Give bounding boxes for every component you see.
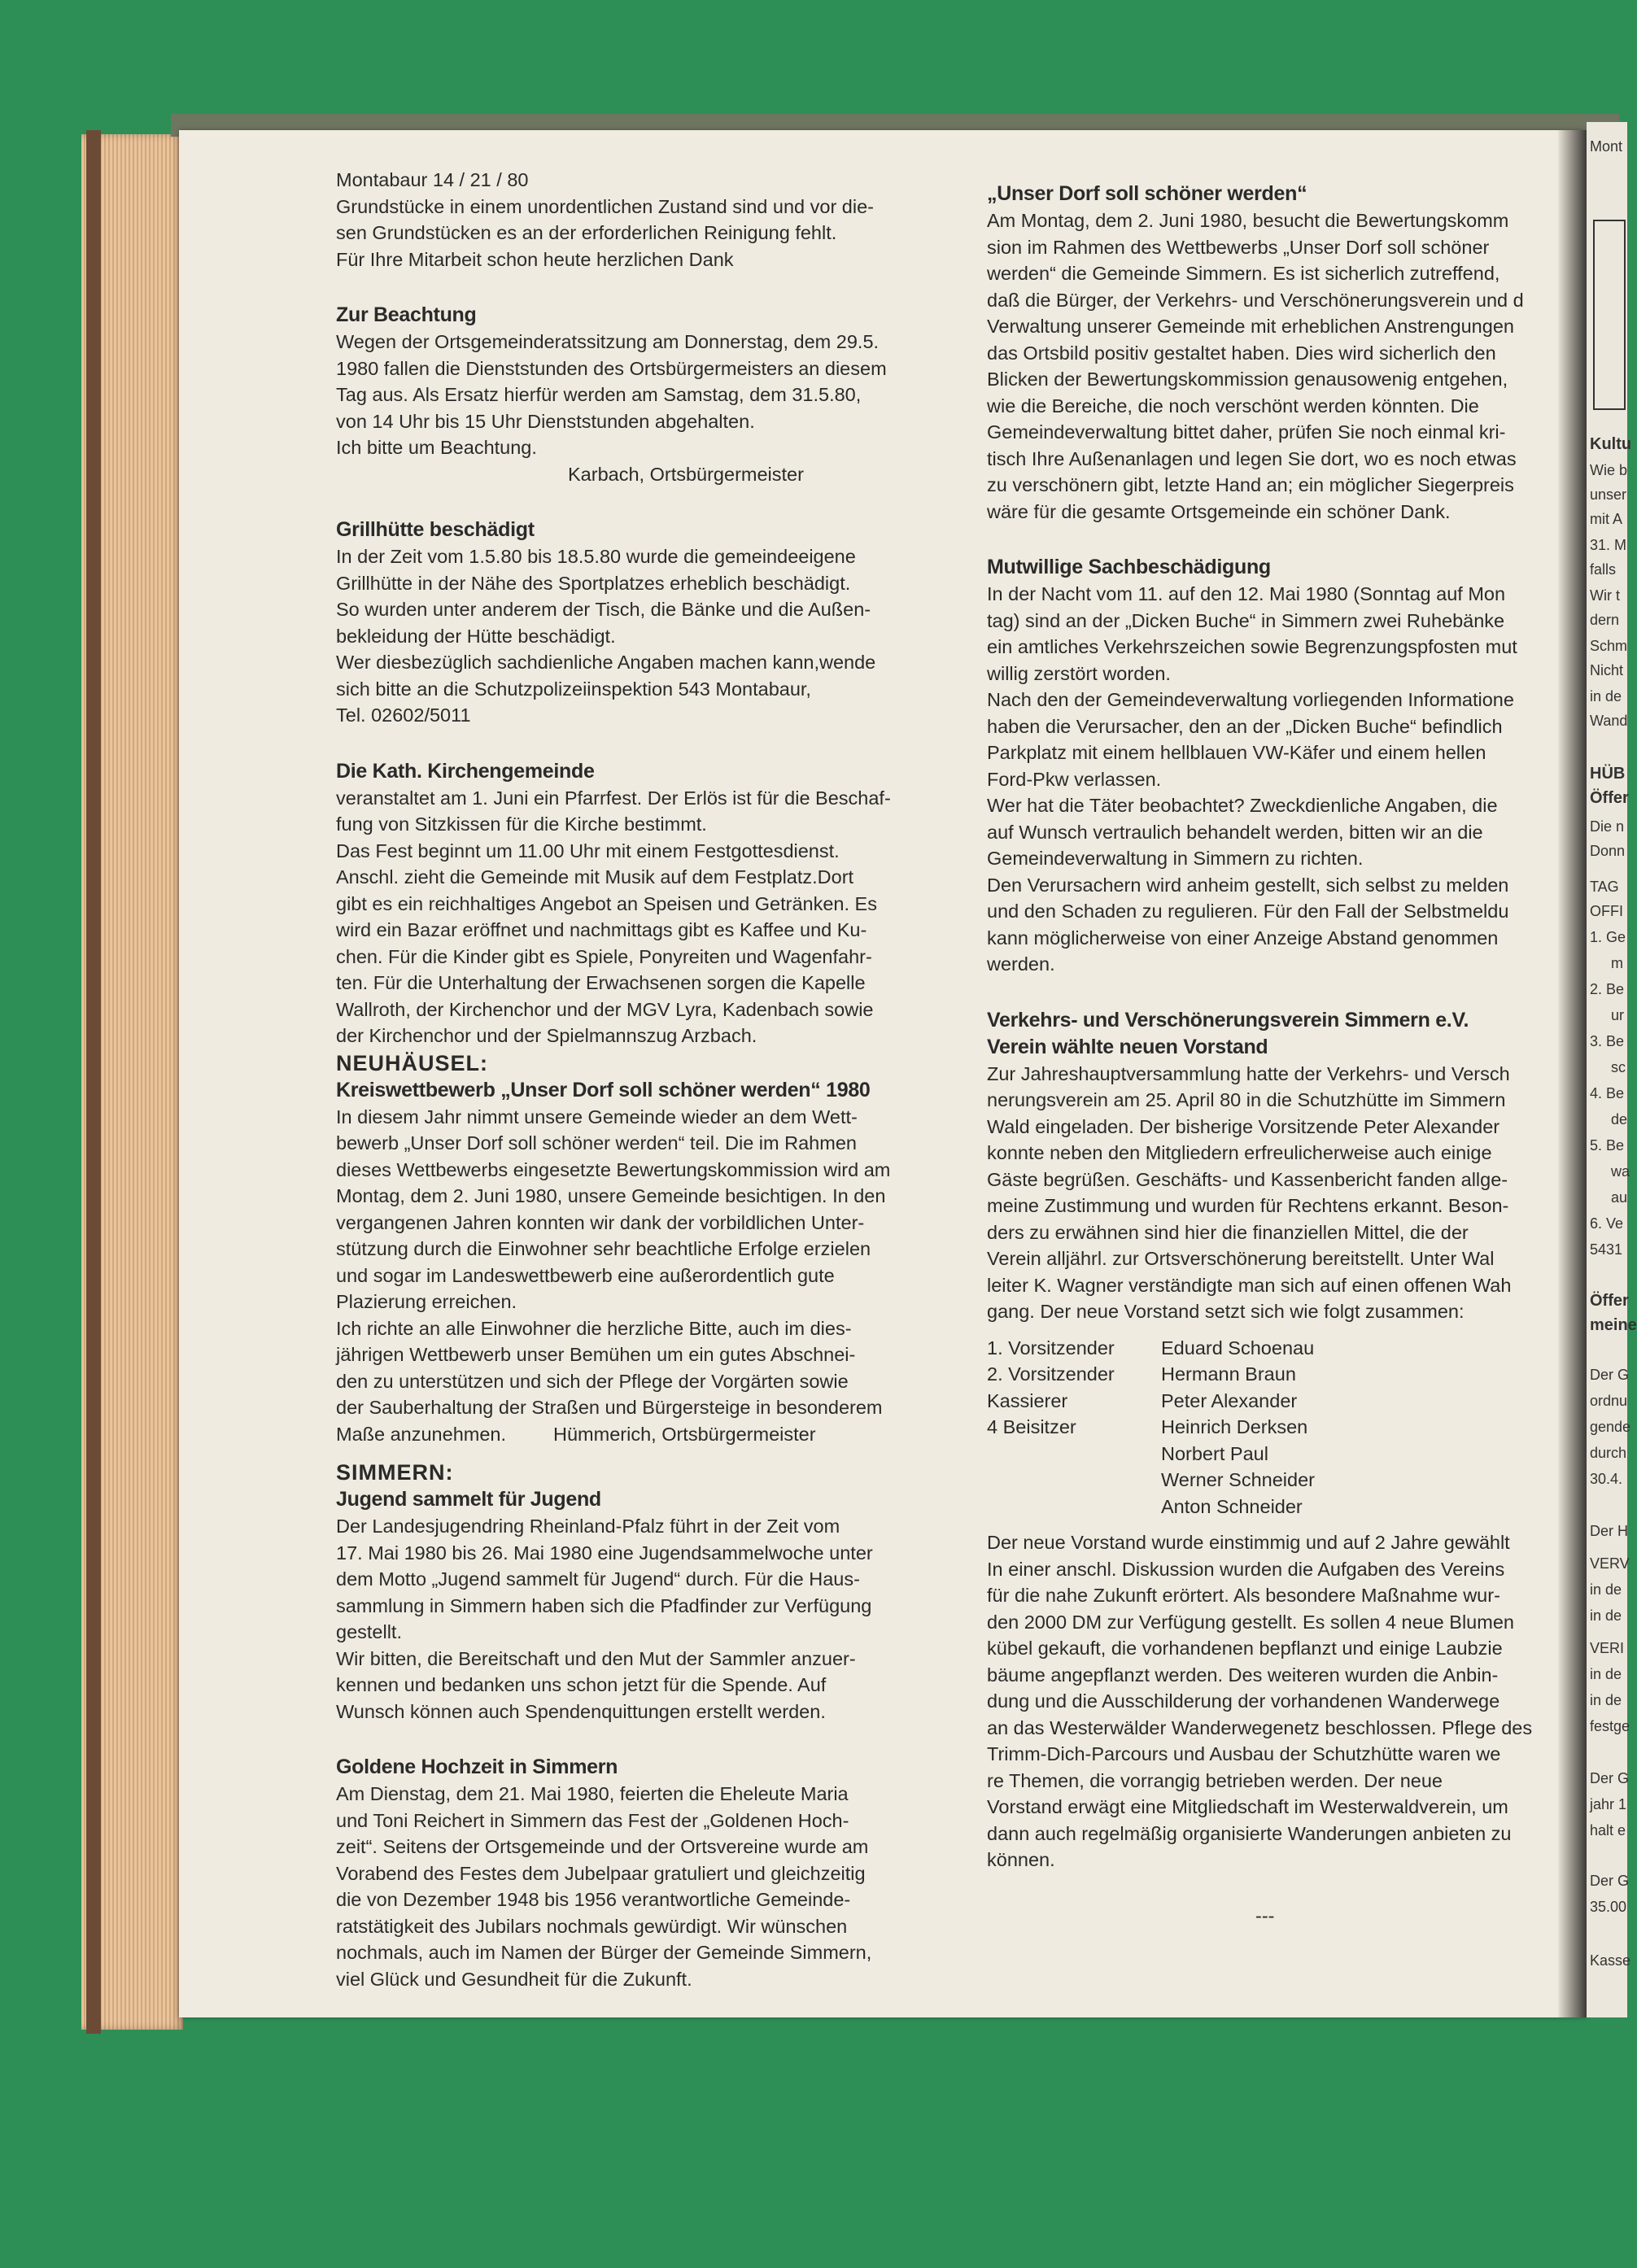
text-line: re Themen, die vorrangig betrieben werden. Der neue [987,1769,1443,1791]
text-line: Am Montag, dem 2. Juni 1980, besucht die Bewertungskomm [987,210,1509,231]
text-line: Ich richte an alle Einwohner die herzliche Bitte, auch im dies- [336,1317,852,1339]
np-fragment: in de [1590,1607,1622,1624]
section-subtitle: Verein wählte neuen Vorstand [987,1035,1268,1058]
text-line: dann auch regelmäßig organisierte Wanderungen anbieten zu [987,1822,1512,1844]
text-line: tag) sind an der „Dicken Buche“ in Simmern zwei Ruhebänke [987,609,1505,631]
np-fragment: 5431 [1590,1241,1623,1258]
text-line: In diesem Jahr nimmt unsere Gemeinde wieder an dem Wett- [336,1106,858,1127]
text-line: vergangenen Jahren konnten wir dank der vorbildlichen Unter- [336,1211,865,1233]
text-line: Gäste begrüßen. Geschäfts- und Kassenbericht fanden allge- [987,1168,1508,1190]
text-line: sammlung in Simmern haben sich die Pfadfinder zur Verfügung [336,1594,872,1616]
board-name: Norbert Paul [1161,1442,1268,1464]
board-row [987,1335,1315,1362]
text-line: Trimm-Dich-Parcours und Ausbau der Schutzhütte waren we [987,1743,1501,1764]
np-fragment: 31. M [1590,537,1627,553]
np-fragment: au [1611,1189,1628,1206]
text-line: und sogar im Landeswettbewerb eine außerordentlich gute [336,1264,835,1286]
board-row [987,1414,1315,1441]
np-fragment: falls [1590,561,1617,578]
text-line: für die nahe Zukunft erörtert. Als besondere Maßnahme wur- [987,1585,1500,1606]
text-line: Wegen der Ortsgemeinderatssitzung am Donnerstag, dem 29.5. [336,331,880,352]
np-fragment: VERI [1590,1640,1625,1656]
text-line: werden. [987,953,1055,975]
text-line: stützung durch die Einwohner sehr beachtliche Erfolge erzielen [336,1238,871,1259]
text-line: Verwaltung unserer Gemeinde mit erheblichen Anstrengungen [987,316,1514,337]
place-heading: SIMMERN: [336,1460,454,1485]
text-line: haben die Verursacher, den an der „Dicken Buche“ befindlich [987,715,1503,737]
text-line: bewerb „Unser Dorf soll schöner werden“ teil. Die im Rahmen [336,1132,857,1154]
text-line: meine Zustimmung und wurden für Rechtens erkannt. Beson- [987,1195,1509,1216]
np-fragment: in de [1590,688,1622,704]
section-title: „Unser Dorf soll schöner werden“ [987,182,1307,205]
board-row [987,1361,1315,1388]
text-line: jährigen Wettbewerb unser Bemühen um ein gutes Abschnei- [336,1344,856,1365]
text-line: tisch Ihre Außenanlagen und legen Sie dort, wo es noch etwas [987,447,1517,469]
book-spine-shadow [86,130,101,2034]
text-line: der Kirchenchor und der Spielmannszug Arzbach. [336,1025,757,1046]
np-fragment: durch [1590,1445,1627,1461]
end-mark: --- [1255,1904,1275,1926]
board-name: Werner Schneider [1161,1469,1315,1490]
text-line: wäre für die gesamte Ortsgemeinde ein schöner Dank. [987,500,1451,522]
text-line: kübel gekauft, die vorhandenen bepflanzt und einige Laubzie [987,1638,1503,1659]
text-line: ten. Für die Unterhaltung der Erwachsenen sorgen die Kapelle [336,972,866,993]
text-line: dung und die Ausschilderung der vorhandenen Wanderwege [987,1690,1500,1712]
np-fragment: m [1611,955,1623,971]
text-line: Tel. 02602/5011 [336,704,471,726]
text-line: den 2000 DM zur Verfügung gestellt. Es sollen 4 neue Blumen [987,1611,1514,1633]
text-line: ratstätigkeit des Jubilars nochmals gewürdigt. Wir wünschen [336,1915,848,1937]
text-line: So wurden unter anderem der Tisch, die Bänke und die Außen- [336,599,871,620]
next-page-fragment [1587,122,1637,2017]
np-fragment: festge [1590,1718,1630,1734]
np-fragment: ur [1611,1007,1625,1023]
text-line: das Ortsbild positiv gestaltet haben. Dies wird sicherlich den [987,342,1496,364]
np-fragment: Schm [1590,638,1628,654]
np-fragment: HÜB [1590,765,1626,783]
text-line: sen Grundstücken es an der erforderlichen Reinigung fehlt. [336,222,837,243]
np-fragment: Öffer [1590,1292,1629,1310]
text-line: Für Ihre Mitarbeit schon heute herzlichen Dank [336,248,734,270]
text-line: werden“ die Gemeinde Simmern. Es ist sicherlich zutreffend, [987,263,1500,284]
np-fragment: Wir t [1590,587,1620,604]
np-fragment: sc [1611,1059,1626,1075]
np-fragment: in de [1590,1666,1622,1682]
text-line: In der Zeit vom 1.5.80 bis 18.5.80 wurde die gemeindeeigene [336,546,856,567]
section-title: Kreiswettbewerb „Unser Dorf soll schöner werden“ 1980 [336,1078,871,1101]
text-line: dieses Wettbewerbs eingesetzte Bewertungskommission wird am [336,1158,891,1180]
np-fragment: dern [1590,612,1620,628]
text-line: Verein alljährl. zur Ortsverschönerung bereitstellt. Unter Wal [987,1248,1495,1269]
np-fragment: mit A [1590,511,1623,527]
np-fragment: 2. Be [1590,981,1625,997]
section-title: Zur Beachtung [336,303,477,326]
np-fragment: de [1611,1111,1628,1127]
np-fragment: TAG [1590,879,1619,895]
text-line: Parkplatz mit einem hellblauen VW-Käfer und einem hellen [987,742,1486,763]
np-fragment: Öffer [1590,789,1629,807]
text-line: Ich bitte um Beachtung. [336,437,537,458]
text-line: Wald eingeladen. Der bisherige Vorsitzende Peter Alexander [987,1115,1500,1137]
np-fragment: Der H [1590,1523,1629,1539]
text-line: Wer diesbezüglich sachdienliche Angaben machen kann,wende [336,652,876,673]
text-line: veranstaltet am 1. Juni ein Pfarrfest. Der Erlös ist für die Beschaf- [336,787,891,809]
text-line: Plazierung erreichen. [336,1291,517,1312]
signature: Hümmerich, Ortsbürgermeister [553,1423,816,1445]
text-line: Vorstand erwägt eine Mitgliedschaft im Westerwaldverein, um [987,1796,1508,1817]
text-line: daß die Bürger, der Verkehrs- und Verschönerungsverein und d [987,289,1524,311]
text-line: 1980 fallen die Dienststunden des Ortsbürgermeisters an diesem [336,357,887,379]
np-fragment: Der G [1590,1770,1630,1786]
np-fragment: 1. Ge [1590,929,1626,945]
text-line: Blicken der Bewertungskommission genausowenig entgehen, [987,369,1508,390]
np-fragment: meine [1590,1316,1637,1334]
page-gutter [1558,130,1587,2017]
text-line: Grillhütte in der Nähe des Sportplatzes erheblich beschädigt. [336,572,851,594]
page-header: Montabaur 14 / 21 / 80 [336,169,529,190]
board-name: Hermann Braun [1161,1363,1296,1385]
board-row [987,1388,1315,1415]
text-line: willig zerstört worden. [987,662,1171,684]
np-fragment: gende [1590,1419,1631,1435]
np-fragment: jahr 1 [1590,1796,1627,1812]
text-line: Der neue Vorstand wurde einstimmig und auf 2 Jahre gewählt [987,1532,1510,1553]
text-line: Wir bitten, die Bereitschaft und den Mut der Sammler anzuer- [336,1647,856,1669]
board-role [987,1494,1161,1520]
text-line: wie die Bereiche, die noch verschönt werden könnten. Die [987,395,1479,417]
np-fragment: 3. Be [1590,1033,1625,1049]
text-line: können. [987,1849,1055,1870]
board-row [987,1467,1315,1494]
text-line: gestellt. [336,1621,402,1642]
section-title: Grillhütte beschädigt [336,518,535,541]
text-line: von 14 Uhr bis 15 Uhr Dienststunden abgehalten. [336,410,755,432]
text-line: Wer hat die Täter beobachtet? Zweckdienliche Angaben, die [987,795,1498,816]
np-fragment: OFFI [1590,903,1623,919]
np-fragment: Donn [1590,843,1626,859]
np-fragment: Der G [1590,1367,1630,1383]
text-line: Gemeindeverwaltung bittet daher, prüfen Sie noch einmal kri- [987,421,1506,443]
np-fragment: 5. Be [1590,1137,1625,1154]
board-role: 1. Vorsitzender [987,1337,1115,1359]
np-fragment: Kultu [1590,435,1632,453]
text-line: zeit“. Seitens der Ortsgemeinde und der Ortsvereine wurde am [336,1836,869,1857]
text-line: 17. Mai 1980 bis 26. Mai 1980 eine Jugendsammelwoche unter [336,1542,873,1564]
text-fragment: Maße anzunehmen. [336,1423,507,1445]
section-title: Verkehrs- und Verschönerungsverein Simmern e.V. [987,1008,1469,1032]
text-line: konnte neben den Mitgliedern erfreulicherweise auch einige [987,1142,1492,1163]
text-line: Am Dienstag, dem 21. Mai 1980, feierten die Eheleute Maria [336,1783,849,1804]
text-line: In einer anschl. Diskussion wurden die Aufgaben des Vereins [987,1558,1505,1580]
right-column [987,181,1562,1929]
text-line: gang. Der neue Vorstand setzt sich wie folgt zusammen: [987,1301,1465,1322]
np-fragment: Nicht [1590,662,1624,678]
text-line: Ford-Pkw verlassen. [987,768,1162,790]
signature: Karbach, Ortsbürgermeister [568,463,804,485]
text-line: auf Wunsch vertraulich behandelt werden, bitten wir an die [987,821,1483,843]
board-row [987,1494,1315,1520]
text-line: Das Fest beginnt um 11.00 Uhr mit einem Festgottesdienst. [336,840,840,861]
np-fragment: halt e [1590,1822,1626,1838]
text-line: an das Westerwälder Wanderwegenetz beschlossen. Pflege des [987,1716,1533,1738]
left-column [336,167,963,1992]
np-fragment: 6. Ve [1590,1215,1624,1232]
np-fragment: 4. Be [1590,1085,1625,1101]
text-line: kann möglicherweise von einer Anzeige Abstand genommen [987,927,1499,949]
np-fragment: Mont [1590,138,1623,155]
section-title: Goldene Hochzeit in Simmern [336,1756,618,1778]
text-line: Grundstücke in einem unordentlichen Zustand sind und vor die- [336,195,874,217]
np-fragment: Kasse [1590,1952,1631,1969]
np-fragment: 35.00 [1590,1899,1627,1915]
text-line [336,1421,963,1448]
section-title: Jugend sammelt für Jugend [336,1488,601,1511]
np-fragment: in de [1590,1692,1622,1708]
text-line: Den Verursachern wird anheim gestellt, sich selbst zu melden [987,874,1509,896]
board-role: 4 Beisitzer [987,1416,1076,1437]
text-line: Nach den der Gemeindeverwaltung vorliegenden Informatione [987,689,1514,710]
text-line: Wunsch können auch Spendenquittungen erstellt werden. [336,1700,826,1722]
text-line: Vorabend des Festes dem Jubelpaar gratuliert und gleichzeitig [336,1862,866,1884]
board-role [987,1467,1161,1494]
np-fragment: Wand [1590,713,1628,729]
text-line: Anschl. zieht die Gemeinde mit Musik auf dem Festplatz.Dort [336,866,854,888]
np-fragment: ordnu [1590,1393,1628,1409]
text-line: leiter K. Wagner verständigte man sich auf einen offenen Wah [987,1274,1512,1296]
text-line: Wallroth, der Kirchenchor und der MGV Lyra, Kadenbach sowie [336,998,874,1020]
text-line: viel Glück und Gesundheit für die Zukunft. [336,1968,692,1990]
np-fragment: Die n [1590,818,1625,835]
np-fragment: Der G [1590,1873,1630,1889]
section-title: Die Kath. Kirchengemeinde [336,759,595,783]
text-line: In der Nacht vom 11. auf den 12. Mai 1980 (Sonntag auf Mon [987,583,1506,604]
board-name: Heinrich Derksen [1161,1416,1308,1437]
place-heading: NEUHÄUSEL: [336,1050,489,1075]
text-line: ein amtliches Verkehrszeichen sowie Begrenzungspfosten mut [987,636,1517,657]
text-line: ders zu erwähnen sind hier die finanziellen Mittel, die der [987,1221,1469,1243]
text-line: die von Dezember 1948 bis 1956 verantwortliche Gemeinde- [336,1889,851,1910]
text-line: zu verschönern gibt, letzte Hand an; ein möglicher Siegerpreis [987,474,1514,495]
np-fragment: unser [1590,486,1627,503]
np-fragment: VERV [1590,1555,1630,1572]
board-role: Kassierer [987,1389,1068,1411]
text-line: nerungsverein am 25. April 80 in die Schutzhütte im Simmern [987,1089,1506,1110]
board-name: Anton Schneider [1161,1495,1303,1517]
text-line: wird ein Bazar eröffnet und nachmittags gibt es Kaffee und Ku- [336,919,867,940]
np-fragment: wa [1611,1163,1630,1180]
text-line: den zu unterstützen und sich der Pflege der Vorgärten sowie [336,1370,849,1392]
text-line: chen. Für die Kinder gibt es Spiele, Ponyreiten und Wagenfahr- [336,945,872,967]
text-line: sich bitte an die Schutzpolizeiinspektion 543 Montabaur, [336,678,811,700]
board-table [987,1335,1315,1520]
text-line: nochmals, auch im Namen der Bürger der Gemeinde Simmern, [336,1942,872,1963]
board-name: Peter Alexander [1161,1389,1298,1411]
section-title: Mutwillige Sachbeschädigung [987,556,1271,578]
text-line: bekleidung der Hütte beschädigt. [336,625,616,647]
text-line: gibt es ein reichhaltiges Angebot an Speisen und Getränken. Es [336,892,877,914]
text-line: Zur Jahreshauptversammlung hatte der Verkehrs- und Versch [987,1062,1510,1084]
text-line: Gemeindeverwaltung in Simmern zu richten. [987,848,1364,869]
text-line: bäume angepflanzt werden. Des weiteren wurden die Anbin- [987,1664,1499,1686]
text-line: Tag aus. Als Ersatz hierfür werden am Samstag, dem 31.5.80, [336,384,862,405]
board-role [987,1441,1161,1468]
text-line: Montag, dem 2. Juni 1980, unsere Gemeinde besichtigen. In den [336,1185,886,1206]
text-line: fung von Sitzkissen für die Kirche bestimmt. [336,813,707,835]
text-line: und Toni Reichert in Simmern das Fest der „Goldenen Hoch- [336,1809,849,1831]
np-fragment: 30.4. [1590,1471,1623,1487]
text-line: und den Schaden zu regulieren. Für den Fall der Selbstmeldu [987,901,1509,922]
np-fragment: in de [1590,1581,1622,1598]
text-line: der Sauberhaltung der Straßen und Bürgersteige in besonderem [336,1397,883,1418]
np-fragment: Wie b [1590,462,1628,478]
text-line: dem Motto „Jugend sammelt für Jugend“ durch. Für die Haus- [336,1568,860,1590]
text-line: kennen und bedanken uns schon jetzt für die Spende. Auf [336,1674,827,1695]
text-line: Der Landesjugendring Rheinland-Pfalz führt in der Zeit vom [336,1516,840,1537]
text-line: sion im Rahmen des Wettbewerbs „Unser Dorf soll schöner [987,236,1490,258]
board-role: 2. Vorsitzender [987,1363,1115,1385]
board-name: Eduard Schoenau [1161,1337,1315,1359]
next-page-frame [1593,220,1626,410]
board-row [987,1441,1315,1468]
